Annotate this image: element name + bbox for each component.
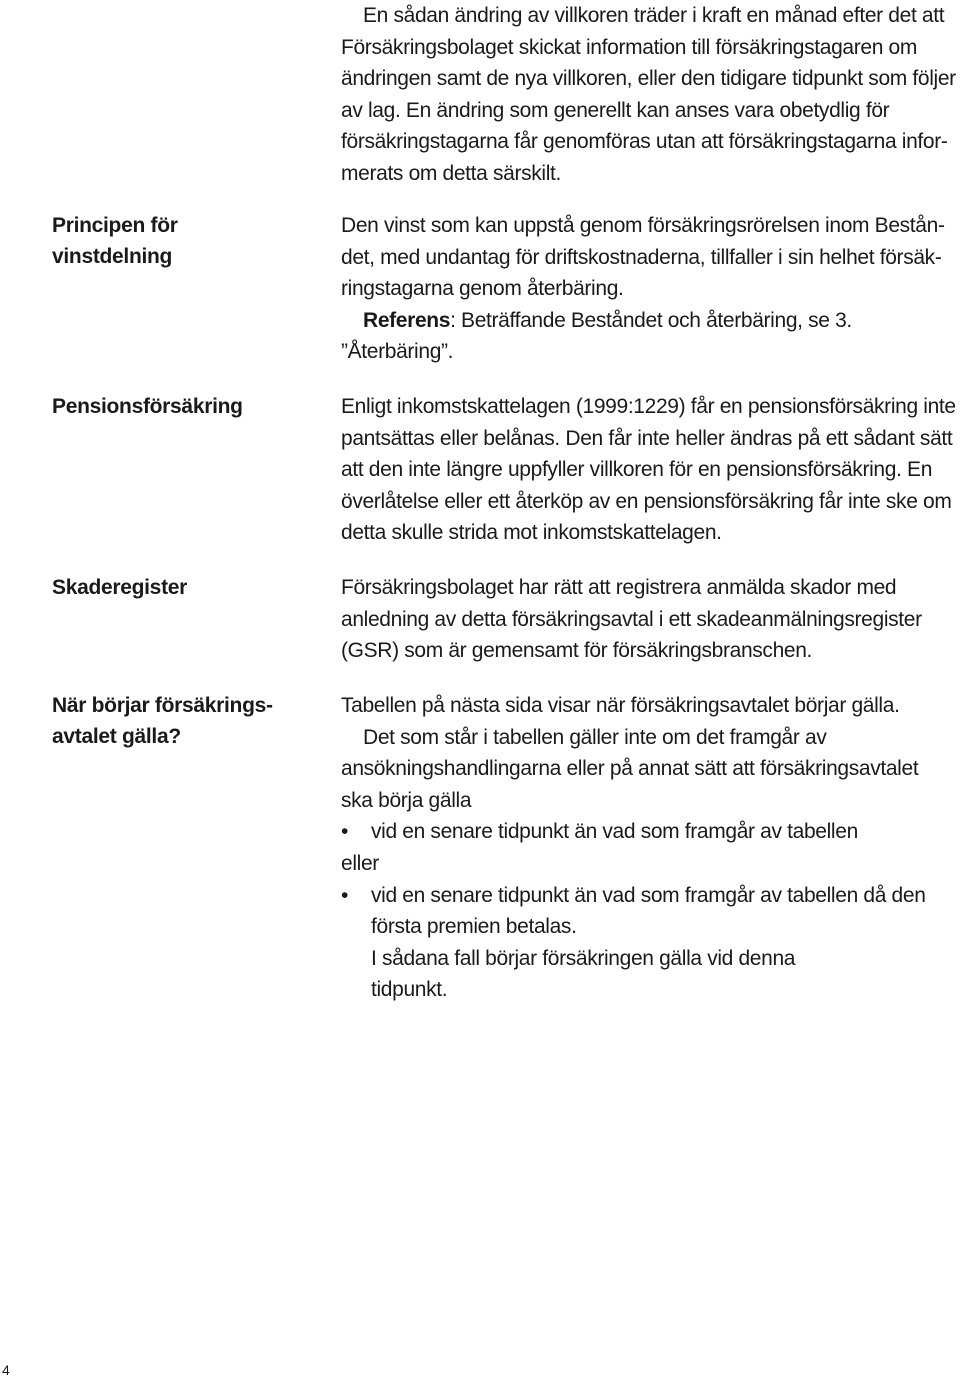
- vinstdelning-paragraph: Den vinst som kan uppstå genom försäkringsrörelsen inom Beståndet, med undantag för driftskostnaderna, tillfaller i sin helhet försäkringstagarna genom återbäring.: [341, 214, 945, 301]
- reference-label: Referens: [363, 308, 451, 332]
- skaderegister-heading: Skaderegister: [52, 576, 188, 599]
- or-word: eller: [341, 851, 379, 875]
- bullet-continuation: I sådana fall börjar försäkringen gälla vid denna tidpunkt.: [371, 946, 796, 1002]
- skaderegister-section: [341, 572, 956, 667]
- bullet-item-2: [341, 880, 941, 943]
- vinstdelning-heading: Principen för vinstdelning: [52, 214, 178, 268]
- skaderegister-paragraph: Försäkringsbolaget har rätt att registrera anmälda skador med anledning av detta försäkringsavtal i ett skadeanmälningsregister (GSR) som är gemensamt för försäkringsbranschen.: [341, 576, 922, 663]
- start-paragraph-2: Det som står i tabellen gäller inte om det framgår av ansökningshandlingarna eller på annat sätt att försäkringsavtalet ska börja gälla: [341, 725, 919, 812]
- pension-heading: Pensionsförsäkring: [52, 395, 243, 418]
- bullet-icon: •: [341, 883, 349, 907]
- pension-paragraph: Enligt inkomstskattelagen (1999:1229) får en pensionsförsäkring inte pantsättas eller belånas. Den får inte heller ändras på ett sådant sätt att den inte längre uppfyller villkoren för en pensionsförsäkring. En överlåtelse eller ett återköp av en pensionsförsäkring får inte ske om detta skulle strida mot inkomstskattelagen.: [341, 395, 956, 545]
- page-number: 4: [2, 1362, 10, 1378]
- intro-paragraph: En sådan ändring av villkoren träder i kraft en månad efter det att Försäkringsbolaget skickat information till försäkringstagaren om ändringen samt de nya villkoren, eller den tidigare tidpunkt som följer av lag. En ändring som generellt kan anses vara obetydlig för försäkringstagarna får genomföras utan att försäkringstagarna informerats om detta särskilt.: [341, 4, 956, 185]
- vinstdelning-reference: [341, 305, 956, 368]
- bullet-text-2: vid en senare tidpunkt än vad som framgår av tabellen då den första premien betalas.: [371, 883, 926, 939]
- start-heading: När börjar försäkrings- avtalet gälla?: [52, 694, 273, 748]
- vinstdelning-section: [341, 210, 956, 368]
- intro-section: [341, 0, 956, 190]
- bullet-text-1: vid en senare tidpunkt än vad som framgår av tabellen: [371, 820, 858, 844]
- start-section: [341, 690, 941, 1006]
- bullet-icon: •: [341, 820, 349, 844]
- start-paragraph-1: Tabellen på nästa sida visar när försäkringsavtalet börjar gälla.: [341, 694, 900, 717]
- pension-section: [341, 391, 956, 549]
- bullet-item-1: [341, 816, 941, 848]
- reference-text: : Beträffande Beståndet och återbäring, se 3. ”Återbäring”.: [341, 308, 852, 364]
